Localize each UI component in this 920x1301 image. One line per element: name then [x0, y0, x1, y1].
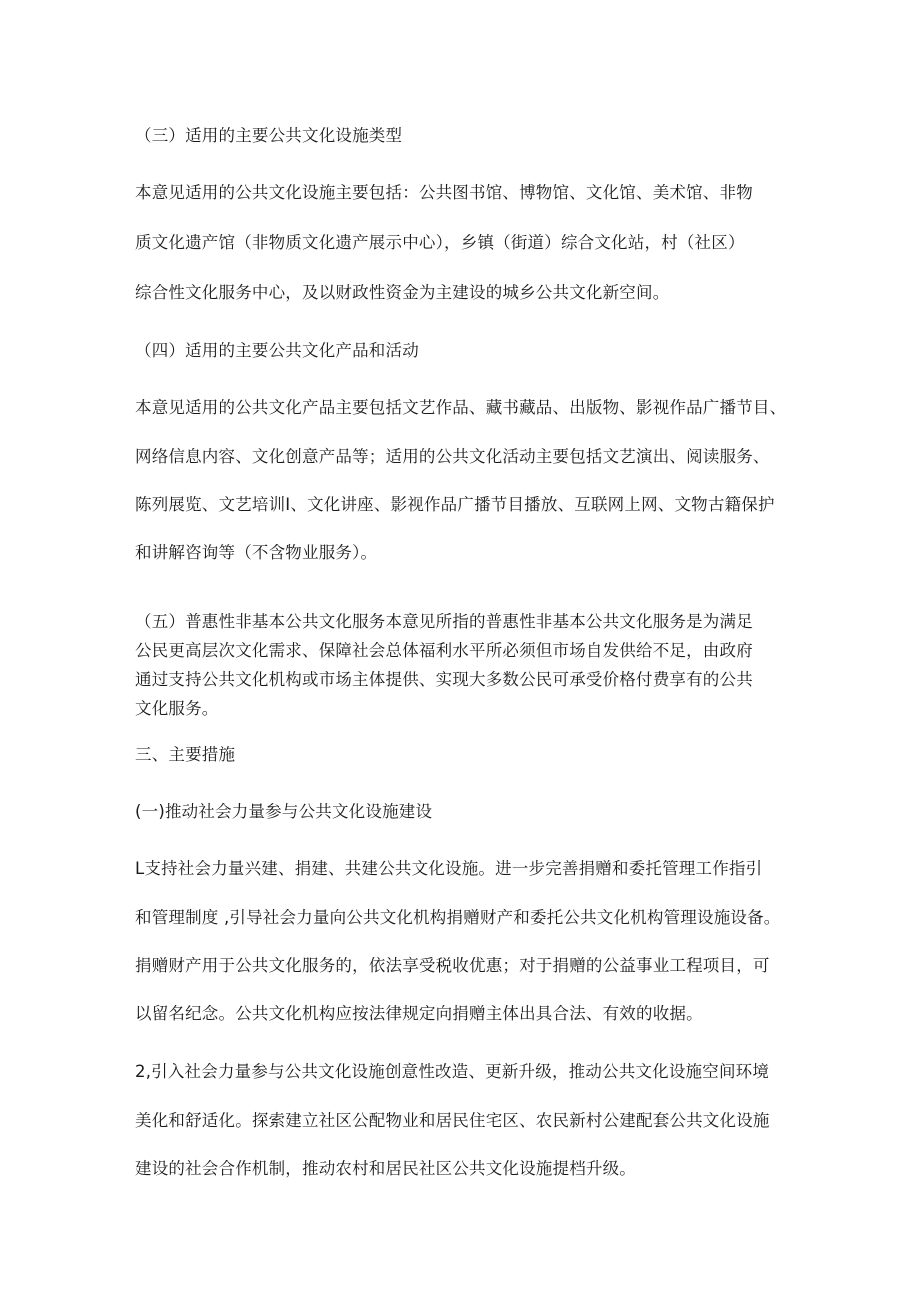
- inclusive-services-line-1: （五）普惠性非基本公共文化服务本意见所指的普惠性非基本公共文化服务是为满足: [135, 612, 753, 631]
- item-2-line-2: 美化和舒适化。探索建立社区公配物业和居民住宅区、农民新村公建配套公共文化设施: [135, 1111, 770, 1130]
- products-line-2: 网络信息内容、文化创意产品等；适用的公共文化活动主要包括文艺演出、阅读服务、: [135, 447, 770, 466]
- item-2-line-3: 建设的社会合作机制，推动农村和居民社区公共文化设施提档升级。: [135, 1159, 636, 1178]
- item-2-line-1: 2,引入社会力量参与公共文化设施创意性改造、更新升级，推动公共文化设施空间环境: [135, 1062, 770, 1081]
- facilities-line-1: 本意见适用的公共文化设施主要包括：公共图书馆、博物馆、文化馆、美术馆、非物: [135, 183, 753, 202]
- subheading-facility-construction: (一)推动社会力量参与公共文化设施建设: [135, 802, 433, 821]
- products-line-1: 本意见适用的公共文化产品主要包括文艺作品、藏书藏品、出版物、影视作品广播节目、: [135, 398, 787, 417]
- inclusive-services-line-3: 通过支持公共文化机构或市场主体提供、实现大多数公民可承受价格付费享有的公共: [135, 670, 753, 689]
- item-1-line-1: L支持社会力量兴建、捐建、共建公共文化设施。进一步完善捐赠和委托管理工作指引: [135, 859, 763, 878]
- section-main-measures: 三、主要措施: [135, 745, 236, 764]
- inclusive-services-line-2: 公民更高层次文化需求、保障社会总体福利水平所必须但市场自发供给不足，由政府: [135, 641, 753, 660]
- products-line-3: 陈列展览、文艺培训I、文化讲座、影视作品广播节目播放、互联网上网、文物古籍保护: [135, 495, 775, 514]
- facilities-line-2: 质文化遗产馆（非物质文化遗产展示中心），乡镇（街道）综合文化站，村（社区）: [135, 233, 745, 252]
- item-1-line-2: 和管理制度 ,引导社会力量向公共文化机构捐赠财产和委托公共文化机构管理设施设备。: [135, 908, 781, 927]
- heading-products-activities: （四）适用的主要公共文化产品和活动: [135, 341, 419, 360]
- products-line-4: 和讲解咨询等（不含物业服务）。: [135, 543, 378, 562]
- item-1-line-3: 捐赠财产用于公共文化服务的，依法享受税收优惠；对于捐赠的公益事业工程项目，可: [135, 956, 770, 975]
- heading-facility-types: （三）适用的主要公共文化设施类型: [135, 126, 403, 145]
- inclusive-services-line-4: 文化服务。: [135, 699, 219, 718]
- facilities-line-3: 综合性文化服务中心，及以财政性资金为主建设的城乡公共文化新空间。: [135, 283, 670, 302]
- item-1-line-4: 以留名纪念。公共文化机构应按法律规定向捐赠主体出具合法、有效的收据。: [135, 1004, 703, 1023]
